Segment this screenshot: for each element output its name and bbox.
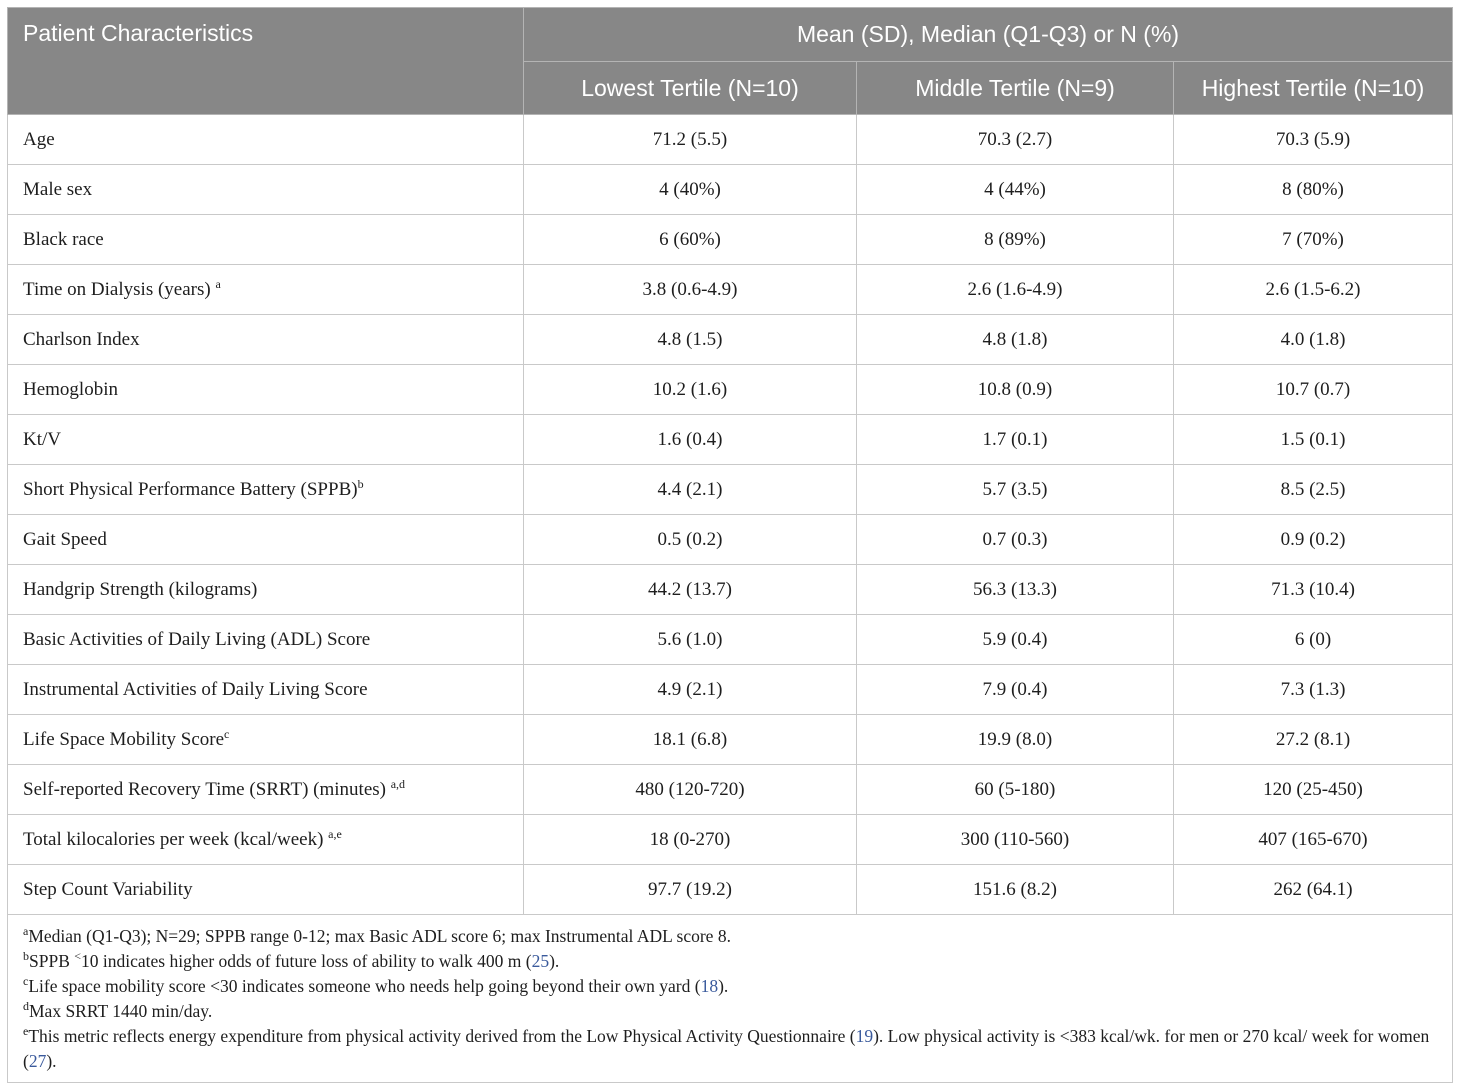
table-cell: 8 (80%) (1174, 165, 1453, 215)
table-cell: 4.0 (1.8) (1174, 315, 1453, 365)
row-label: Hemoglobin (8, 365, 524, 415)
table-row (8, 115, 1453, 165)
table-cell: 300 (110-560) (857, 815, 1174, 865)
row-label: Basic Activities of Daily Living (ADL) Score (8, 615, 524, 665)
header-group-label: Mean (SD), Median (Q1-Q3) or N (%) (524, 8, 1453, 62)
footnote-marker: b (357, 476, 364, 491)
reference-link[interactable]: 19 (855, 1026, 874, 1046)
table-cell: 4.4 (2.1) (524, 465, 857, 515)
table-body (8, 115, 1453, 915)
table-row (8, 865, 1453, 915)
row-label: Charlson Index (8, 315, 524, 365)
table-cell: 60 (5-180) (857, 765, 1174, 815)
header-row-1 (8, 8, 1453, 62)
footnote-e: $^e$This metric reflects energy expenditure from physical activity derived from the Low Physical Activity Questionnaire (19). Low physical activity is <383 kcal/wk. for men or 270 kcal/ week for women (27). (23, 1024, 1430, 1071)
table-cell: 6 (60%) (524, 215, 857, 265)
table-cell: 0.7 (0.3) (857, 515, 1174, 565)
footnote-b: $^b$SPPB <10 indicates higher odds of future loss of ability to walk 400 m (25). (23, 949, 560, 971)
table-cell: 18.1 (6.8) (524, 715, 857, 765)
table-cell: 71.2 (5.5) (524, 115, 857, 165)
row-label: Time on Dialysis (years) $^a$ (8, 265, 524, 315)
row-label: Self-reported Recovery Time (SRRT) (minutes) $^{a,d}$ (8, 765, 524, 815)
table-row (8, 715, 1453, 765)
footnote-marker: a,e (328, 826, 342, 841)
table-row (8, 815, 1453, 865)
row-label: Age (8, 115, 524, 165)
table-cell: 7.3 (1.3) (1174, 665, 1453, 715)
table-cell: 19.9 (8.0) (857, 715, 1174, 765)
table-cell: 97.7 (19.2) (524, 865, 857, 915)
table-cell: 70.3 (5.9) (1174, 115, 1453, 165)
table-cell: 1.5 (0.1) (1174, 415, 1453, 465)
table-row (8, 465, 1453, 515)
table-row (8, 315, 1453, 365)
header-highest-tertile: Highest Tertile (N=10) (1174, 62, 1453, 115)
table-cell: 1.7 (0.1) (857, 415, 1174, 465)
table-cell: 4 (44%) (857, 165, 1174, 215)
table-cell: 8 (89%) (857, 215, 1174, 265)
table-cell: 2.6 (1.6-4.9) (857, 265, 1174, 315)
table-cell: 3.8 (0.6-4.9) (524, 265, 857, 315)
table-cell: 480 (120-720) (524, 765, 857, 815)
table-cell: 56.3 (13.3) (857, 565, 1174, 615)
table-row (8, 165, 1453, 215)
row-label: Step Count Variability (8, 865, 524, 915)
table-cell: 10.2 (1.6) (524, 365, 857, 415)
table-cell: 10.7 (0.7) (1174, 365, 1453, 415)
footnote-marker: a (215, 276, 221, 291)
reference-link[interactable]: 27 (28, 1051, 47, 1071)
table-cell: 120 (25-450) (1174, 765, 1453, 815)
row-label: Instrumental Activities of Daily Living Score (8, 665, 524, 715)
row-label: Black race (8, 215, 524, 265)
table-cell: 18 (0-270) (524, 815, 857, 865)
footnote-marker: c (224, 726, 230, 741)
table-cell: 5.9 (0.4) (857, 615, 1174, 665)
table-cell: 4.9 (2.1) (524, 665, 857, 715)
table-cell: 0.9 (0.2) (1174, 515, 1453, 565)
table-cell: 2.6 (1.5-6.2) (1174, 265, 1453, 315)
table-cell: 7 (70%) (1174, 215, 1453, 265)
table-row (8, 665, 1453, 715)
table-row (8, 215, 1453, 265)
table-cell: 4.8 (1.5) (524, 315, 857, 365)
table-cell: 5.6 (1.0) (524, 615, 857, 665)
footnote-c: $^c$Life space mobility score <30 indicates someone who needs help going beyond their own yard (18). (23, 974, 729, 996)
row-label: Male sex (8, 165, 524, 215)
table-row (8, 515, 1453, 565)
table-cell: 10.8 (0.9) (857, 365, 1174, 415)
table-cell: 1.6 (0.4) (524, 415, 857, 465)
table-cell: 8.5 (2.5) (1174, 465, 1453, 515)
row-label: Life Space Mobility Score$^c$ (8, 715, 524, 765)
table-cell: 0.5 (0.2) (524, 515, 857, 565)
table-cell: 4.8 (1.8) (857, 315, 1174, 365)
table-row (8, 365, 1453, 415)
footnotes-row (8, 915, 1453, 1083)
table-row (8, 565, 1453, 615)
reference-link[interactable]: 25 (531, 951, 550, 971)
table-cell: 5.7 (3.5) (857, 465, 1174, 515)
table-cell: 70.3 (2.7) (857, 115, 1174, 165)
table-row (8, 615, 1453, 665)
footnotes-cell (8, 915, 1453, 1083)
row-label: Handgrip Strength (kilograms) (8, 565, 524, 615)
table-cell: 27.2 (8.1) (1174, 715, 1453, 765)
header-middle-tertile: Middle Tertile (N=9) (857, 62, 1174, 115)
footnote-d: $^d$Max SRRT 1440 min/day. (23, 999, 213, 1021)
table-cell: 71.3 (10.4) (1174, 565, 1453, 615)
row-label: Gait Speed (8, 515, 524, 565)
table-cell: 407 (165-670) (1174, 815, 1453, 865)
table-cell: 4 (40%) (524, 165, 857, 215)
table-row (8, 265, 1453, 315)
patient-characteristics-table (7, 7, 1453, 1083)
table-cell: 6 (0) (1174, 615, 1453, 665)
table-row (8, 415, 1453, 465)
reference-link[interactable]: 18 (700, 976, 719, 996)
table-cell: 7.9 (0.4) (857, 665, 1174, 715)
table-cell: 262 (64.1) (1174, 865, 1453, 915)
header-lowest-tertile: Lowest Tertile (N=10) (524, 62, 857, 115)
footnote-a: $^a$Median (Q1-Q3); N=29; SPPB range 0-12; max Basic ADL score 6; max Instrumental ADL score 8. (23, 924, 731, 946)
table-cell: 44.2 (13.7) (524, 565, 857, 615)
footnote-marker: a,d (390, 776, 406, 791)
table-cell: 151.6 (8.2) (857, 865, 1174, 915)
header-patient-characteristics: Patient Characteristics (8, 8, 524, 115)
row-label: Total kilocalories per week (kcal/week) $^{a,e}$ (8, 815, 524, 865)
table-row (8, 765, 1453, 815)
row-label: Short Physical Performance Battery (SPPB)$^b$ (8, 465, 524, 515)
row-label: Kt/V (8, 415, 524, 465)
